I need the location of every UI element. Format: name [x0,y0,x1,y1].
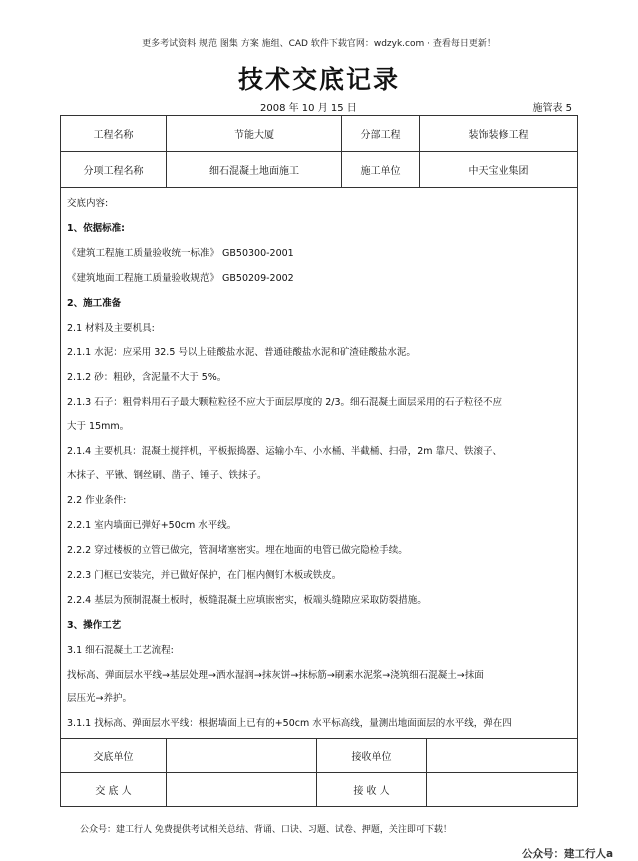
value-disclosing-person [166,772,316,806]
section-heading: 1、依据标准: [67,223,125,234]
header-row-subproject [61,151,577,188]
content-line: 2.2 作业条件: [67,495,127,506]
footer-note: 公众号：建工行人 免费提供考试相关总结、背诵、口诀、习题、试卷、押题，关注即可下载！ [80,825,452,835]
section-heading: 3、操作工艺 [67,620,122,631]
label-contractor: 施工单位 [341,151,419,187]
content-line: 交底内容: [67,198,109,209]
label-disclosing-unit: 交底单位 [93,751,134,763]
content-line: 3.1.1 找标高、弹面层水平线：根据墙面上已有的+50cm 水平标高线，量测出地面面层的水平线，弹在四 [67,718,512,729]
content-line: 2.2.4 基层为预制混凝土板时，板缝混凝土应填嵌密实，板端头缝隙应采取防裂措施。 [67,595,427,606]
content-line: 2.1.2 砂：粗砂，含泥量不大于 5%。 [67,372,227,383]
content-line: 2.1.1 水泥：应采用 32.5 号以上硅酸盐水泥、普通硅酸盐水泥和矿渣硅酸盐水泥。 [67,347,416,358]
content-line: 2.2.2 穿过楼板的立管已做完，管洞堵塞密实。埋在地面的电管已做完隐检手续。 [67,545,408,556]
content-line: 木抹子、平锹、钢丝刷、凿子、锤子、铁抹子。 [67,470,267,481]
content-line: 2.1.4 主要机具：混凝土搅拌机，平板振捣器、运输小车、小水桶、半截桶、扫帚，2m 靠尺、铁滚子、 [67,446,503,457]
value-receiving-person [426,772,577,806]
label-project-name: 工程名称 [93,130,134,141]
section-heading: 2、施工准备 [67,298,122,309]
content-line: 2.2.3 门框已安装完，并已做好保护，在门框内侧钉木板或铁皮。 [67,570,342,581]
sign-row-person [61,772,577,806]
value-division: 装饰装修工程 [419,116,577,151]
content-line: 大于 15mm。 [67,421,130,432]
content-line: 《建筑地面工程施工质量验收规范》 GB50209-2002 [67,273,294,284]
label-subproject-name: 分项工程名称 [83,165,144,177]
sign-row-unit [61,738,577,773]
value-project-name: 节能大厦 [166,116,341,151]
content-line: 找标高、弹面层水平线→基层处理→洒水湿润→抹灰饼→抹标筋→刷素水泥浆→浇筑细石混凝土→抹面 [67,670,484,681]
record-table [60,115,578,807]
header-row-project [61,116,577,152]
label-receiving-person: 接 收 人 [316,772,426,806]
label-division: 分部工程 [341,116,419,151]
content-line: 2.1.3 石子：粗骨料用石子最大颗粒粒径不应大于面层厚度的 2/3。细石混凝土面层采用的石子粒径不应 [67,397,503,408]
page-title: 技术交底记录 [237,65,400,94]
content-line: 层压光→养护。 [67,693,132,704]
content-line: 《建筑工程施工质量验收统一标准》 GB50300-2001 [67,248,294,259]
record-date: 2008 年 10 月 15 日 [260,103,357,114]
value-subproject-name: 细石混凝土地面施工 [166,151,341,187]
disclosure-content [61,187,577,739]
value-contractor: 中天宝业集团 [419,151,577,187]
label-disclosing-person: 交 底 人 [95,785,132,797]
content-line: 3.1 细石混凝土工艺流程: [67,645,174,656]
form-number: 施管表 5 [532,103,572,114]
watermark: 公众号：建工行人a [522,848,614,860]
top-note: 更多考试资料 规范 图集 方案 施组、CAD 软件下载官网：wdzyk.com · 查看每日更新！ [142,39,496,49]
value-disclosing-unit [166,738,316,772]
value-receiving-unit [426,738,577,772]
content-line: 2.2.1 室内墙面已弹好+50cm 水平线。 [67,520,237,531]
content-line: 2.1 材料及主要机具: [67,323,155,334]
label-receiving-unit: 接收单位 [316,738,426,772]
